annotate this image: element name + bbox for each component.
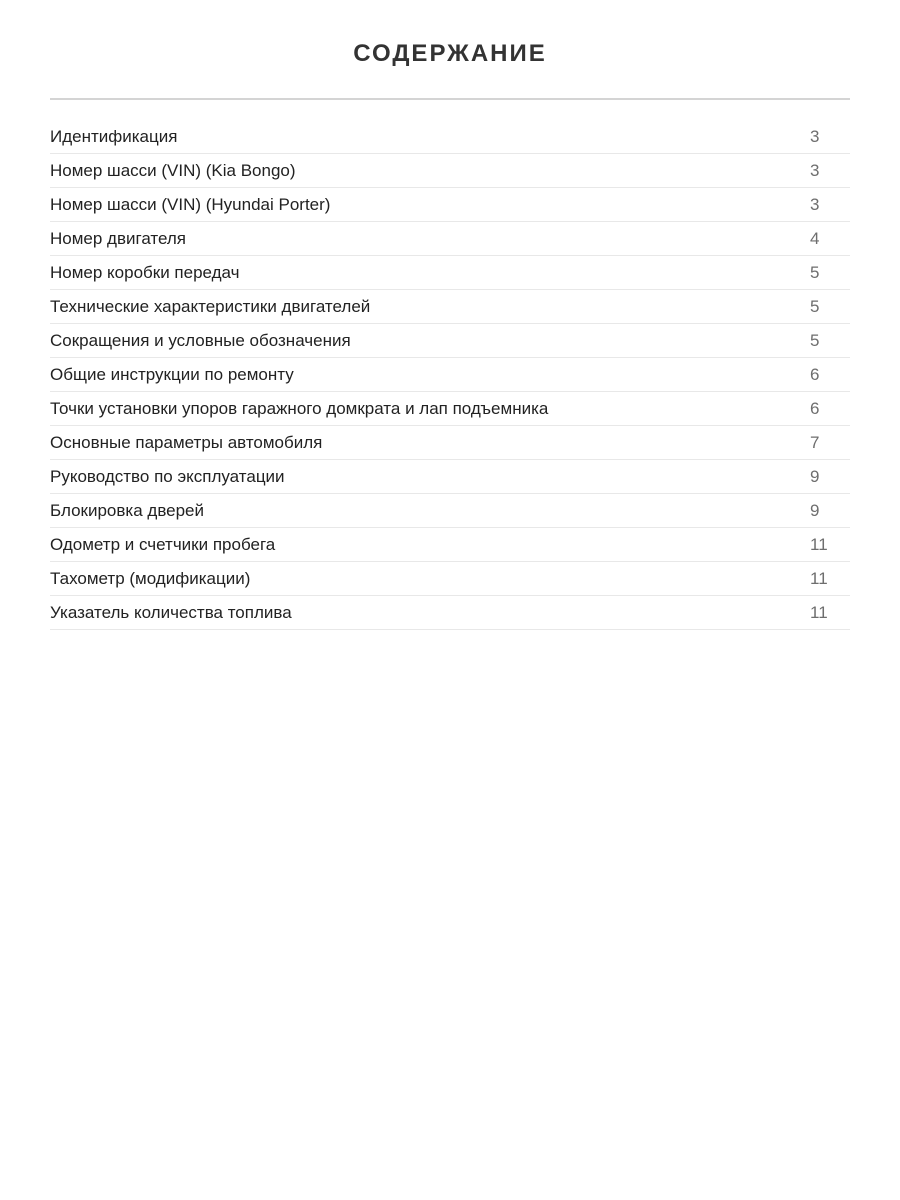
toc-entry-label: Тахометр (модификации) — [50, 568, 251, 588]
toc-entry-label: Номер коробки передач — [50, 262, 240, 282]
toc-entry-page: 5 — [810, 296, 820, 316]
toc-entry-label: Точки установки упоров гаражного домкрата и лап подъемника — [50, 398, 549, 418]
title-divider — [50, 98, 850, 100]
toc-entry-label: Идентификация — [50, 126, 178, 146]
toc-entry-label: Одометр и счетчики пробега — [50, 534, 276, 554]
toc-entry-page: 11 — [810, 602, 828, 622]
toc-entry[interactable] — [50, 392, 850, 426]
toc-entry-page: 4 — [810, 228, 820, 248]
toc-entry-label: Сокращения и условные обозначения — [50, 330, 351, 350]
toc-entry[interactable] — [50, 528, 850, 562]
table-of-contents — [50, 120, 850, 630]
toc-entry-page: 6 — [810, 398, 820, 418]
toc-entry-page: 5 — [810, 262, 820, 282]
toc-entry-label: Номер шасси (VIN) (Hyundai Porter) — [50, 194, 331, 214]
toc-entry[interactable] — [50, 426, 850, 460]
page-title: СОДЕРЖАНИЕ — [353, 40, 547, 67]
toc-entry[interactable] — [50, 324, 850, 358]
toc-entry-label: Основные параметры автомобиля — [50, 432, 323, 452]
toc-entry-page: 5 — [810, 330, 820, 350]
toc-entry-page: 7 — [810, 432, 820, 452]
toc-entry-label: Руководство по эксплуатации — [50, 466, 285, 486]
toc-entry-label: Блокировка дверей — [50, 500, 205, 520]
toc-entry-label: Общие инструкции по ремонту — [50, 364, 294, 384]
toc-entry-page: 3 — [810, 194, 820, 214]
toc-entry-page: 11 — [810, 568, 828, 588]
toc-entry-page: 6 — [810, 364, 820, 384]
toc-entry-page: 3 — [810, 160, 820, 180]
toc-entry-label: Указатель количества топлива — [50, 602, 292, 622]
toc-entry[interactable] — [50, 460, 850, 494]
toc-entry[interactable] — [50, 188, 850, 222]
toc-entry[interactable] — [50, 596, 850, 630]
toc-entry[interactable] — [50, 222, 850, 256]
toc-entry[interactable] — [50, 154, 850, 188]
toc-entry-page: 9 — [810, 466, 820, 486]
toc-entry-label: Номер шасси (VIN) (Kia Bongo) — [50, 160, 296, 180]
toc-entry[interactable] — [50, 562, 850, 596]
toc-entry-page: 3 — [810, 126, 820, 146]
toc-entry[interactable] — [50, 494, 850, 528]
toc-entry-page: 11 — [810, 534, 828, 554]
toc-entry-label: Номер двигателя — [50, 228, 187, 248]
toc-entry-label: Технические характеристики двигателей — [50, 296, 371, 316]
toc-entry-page: 9 — [810, 500, 820, 520]
toc-entry[interactable] — [50, 256, 850, 290]
toc-entry[interactable] — [50, 358, 850, 392]
toc-entry[interactable] — [50, 120, 850, 154]
toc-entry[interactable] — [50, 290, 850, 324]
